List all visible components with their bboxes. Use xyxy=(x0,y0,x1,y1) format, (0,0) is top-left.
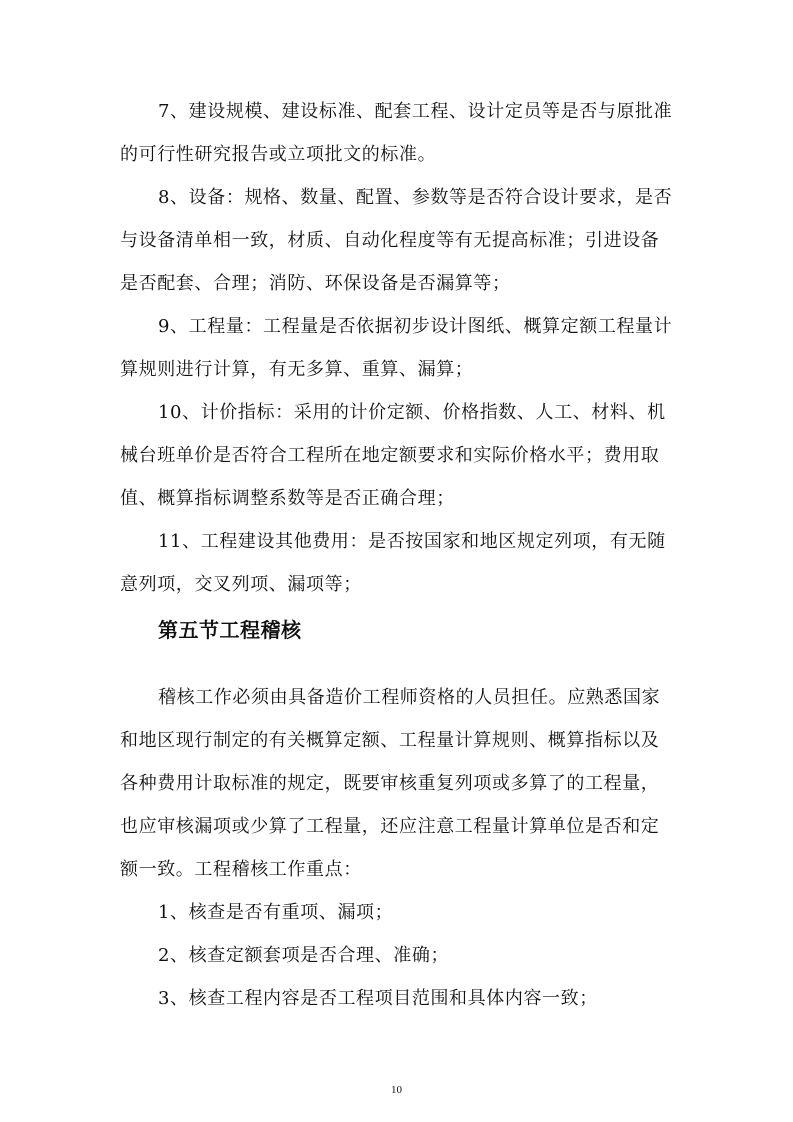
paragraph-9-line-1: 9、工程量：工程量是否依据初步设计图纸、概算定额工程量计 xyxy=(158,316,673,337)
paragraph-8-line-2: 与设备清单相一致，材质、自动化程度等有无提高标准；引进设备 xyxy=(120,230,660,251)
section-heading: 第五节工程稽核 xyxy=(158,618,302,642)
section-paragraph-line-1: 稽核工作必须由具备造价工程师资格的人员担任。应熟悉国家 xyxy=(158,687,661,708)
paragraph-8-line-1: 8、设备：规格、数量、配置、参数等是否符合设计要求，是否 xyxy=(158,187,673,208)
paragraph-10-line-2: 械台班单价是否符合工程所在地定额要求和实际价格水平；费用取 xyxy=(120,445,660,466)
paragraph-11-line-1: 11、工程建设其他费用：是否按国家和地区规定列项，有无随 xyxy=(158,531,666,552)
section-paragraph-line-5: 额一致。工程稽核工作重点： xyxy=(120,859,362,880)
review-item-2: 2、核查定额套项是否合理、准确； xyxy=(158,945,450,966)
paragraph-7-line-1: 7、建设规模、建设标准、配套工程、设计定员等是否与原批准 xyxy=(158,101,673,122)
paragraph-9-line-2: 算规则进行计算，有无多算、重算、漏算； xyxy=(120,359,474,380)
paragraph-10-line-3: 值、概算指标调整系数等是否正确合理； xyxy=(120,488,455,509)
section-paragraph-line-3: 各种费用计取标准的规定，既要审核重复列项或多算了的工程量， xyxy=(120,773,660,794)
review-item-1: 1、核查是否有重项、漏项； xyxy=(158,902,394,923)
section-paragraph-line-4: 也应审核漏项或少算了工程量，还应注意工程量计算单位是否和定 xyxy=(120,816,660,837)
review-item-3: 3、核查工程内容是否工程项目范围和具体内容一致； xyxy=(158,988,598,1009)
paragraph-8-line-3: 是否配套、合理；消防、环保设备是否漏算等； xyxy=(120,273,511,294)
paragraph-11-line-2: 意列项，交叉列项、漏项等； xyxy=(120,574,362,595)
paragraph-10-line-1: 10、计价指标：采用的计价定额、价格指数、人工、材料、机 xyxy=(158,402,666,423)
section-paragraph-line-2: 和地区现行制定的有关概算定额、工程量计算规则、概算指标以及 xyxy=(120,730,660,751)
paragraph-7-line-2: 的可行性研究报告或立项批文的标准。 xyxy=(120,144,437,165)
page-number: 10 xyxy=(391,1084,402,1096)
